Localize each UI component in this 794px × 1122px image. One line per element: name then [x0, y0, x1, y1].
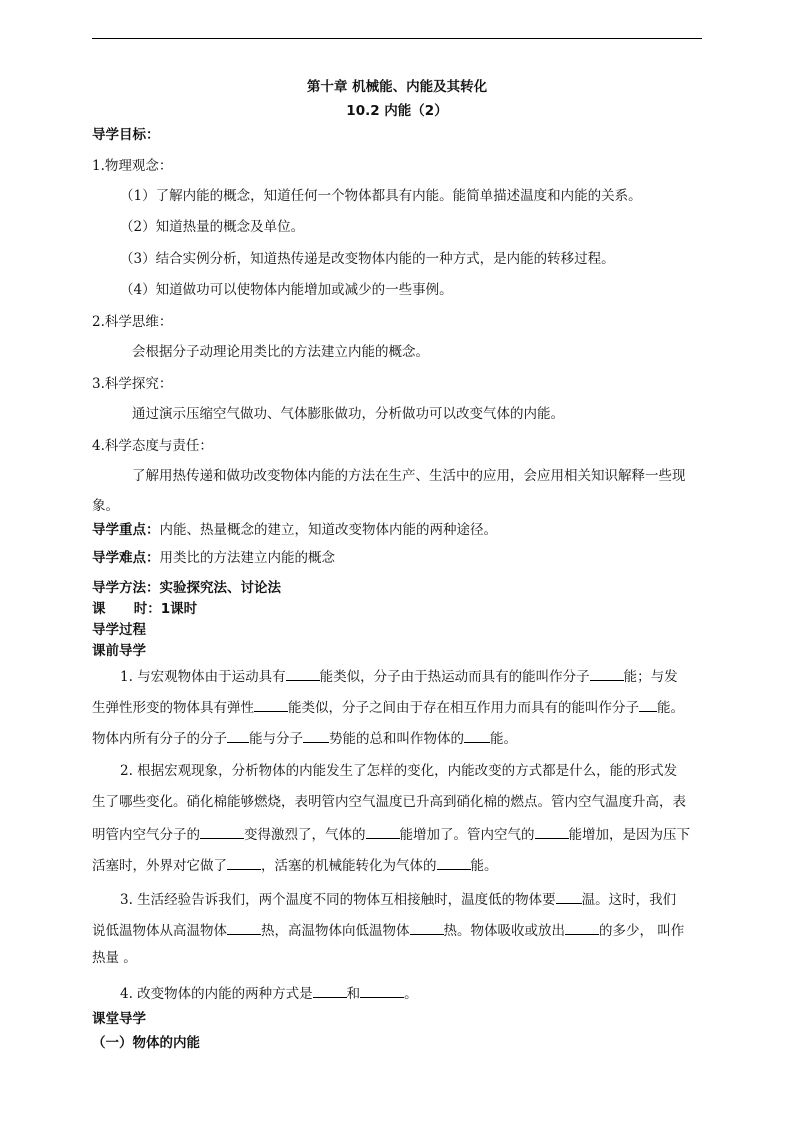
- objective-4-text-line2: 象。: [92, 498, 119, 514]
- answer-blank[interactable]: [227, 920, 261, 935]
- q3-text: 热。物体吸收或放出: [443, 923, 565, 939]
- answer-blank[interactable]: [535, 824, 569, 839]
- objective-3-text: 通过演示压缩空气做功、气体膨胀做功，分析做功可以改变气体的内能。: [132, 406, 564, 422]
- q3-text: 3. 生活经验告诉我们，两个温度不同的物体互相接触时，温度低的物体要: [120, 892, 556, 908]
- objective-1-sub-2: （2）知道热量的概念及单位。: [120, 219, 305, 235]
- q1-text: 1. 与宏观物体由于运动具有: [120, 669, 286, 685]
- q1-text: 能；与发: [623, 669, 678, 685]
- method: [92, 579, 281, 597]
- period-text: 1课时: [160, 601, 198, 617]
- objective-1-heading: 1.物理观念：: [92, 158, 173, 174]
- q2-text: 明管内空气分子的: [92, 827, 200, 843]
- q2-text: 变得激烈了，气体的: [244, 827, 366, 843]
- answer-blank[interactable]: [437, 855, 471, 870]
- q1-text: 物体内所有分子的分子: [92, 731, 227, 747]
- q3-text: 说低温物体从高温物体: [92, 923, 227, 939]
- period-label: 课 时：: [92, 601, 161, 617]
- q4-text: 。: [404, 986, 418, 1002]
- q2-line1: 2. 根据宏观现象，分析物体的内能发生了怎样的变化，内能改变的方式都是什么，能的形式发: [120, 763, 678, 779]
- answer-blank[interactable]: [200, 824, 244, 839]
- difficulty: [92, 549, 335, 567]
- objective-1-sub-3: （3）结合实例分析，知道热传递是改变物体内能的一种方式，是内能的转移过程。: [120, 251, 615, 267]
- difficulty-label: 导学难点：: [92, 550, 160, 566]
- answer-blank[interactable]: [303, 728, 329, 743]
- pre-class-heading: 课前导学: [92, 643, 146, 659]
- q3-text: 温。这时，我们: [581, 892, 677, 908]
- q2-text: ，活塞的机械能转化为气体的: [261, 858, 437, 874]
- q3-line3: 热量 。: [92, 950, 137, 966]
- answer-blank[interactable]: [227, 728, 249, 743]
- objective-1-sub-4: （4）知道做功可以使物体内能增加或减少的一些事例。: [120, 282, 453, 298]
- answer-blank[interactable]: [286, 666, 320, 681]
- method-label: 导学方法：: [92, 580, 160, 596]
- key-points: [92, 521, 497, 539]
- q2-line2: 生了哪些变化。硝化棉能够燃烧，表明管内空气温度已升高到硝化棉的燃点。管内空气温度升高，表: [92, 794, 686, 810]
- objective-4-heading: 4.科学态度与责任：: [92, 438, 213, 454]
- objective-1-sub-1: （1）了解内能的概念，知道任何一个物体都具有内能。能简单描述温度和内能的关系。: [120, 188, 642, 204]
- q1-text: 能类似，分子由于热运动而具有的能叫作分子: [319, 669, 590, 685]
- header-rule: [92, 38, 702, 39]
- q1-text: 能。: [657, 700, 684, 716]
- q3-line1: [120, 889, 676, 909]
- answer-blank[interactable]: [410, 920, 444, 935]
- q3-line2: [92, 920, 684, 940]
- q1-text: 能。: [490, 731, 517, 747]
- section-title: 10.2 内能（2）: [346, 103, 448, 119]
- subsection-heading: （一）物体的内能: [92, 1035, 200, 1051]
- period: [92, 600, 197, 618]
- objective-2-heading: 2.科学思维：: [92, 314, 173, 330]
- objective-2-text: 会根据分子动理论用类比的方法建立内能的概念。: [132, 344, 429, 360]
- q1-line3: [92, 728, 517, 748]
- answer-blank[interactable]: [313, 983, 347, 998]
- answer-blank[interactable]: [254, 697, 288, 712]
- answer-blank[interactable]: [464, 728, 490, 743]
- difficulty-text: 用类比的方法建立内能的概念: [159, 550, 335, 566]
- answer-blank[interactable]: [565, 920, 599, 935]
- answer-blank[interactable]: [556, 889, 582, 904]
- q1-text: 能与分子: [249, 731, 303, 747]
- q2-text: 能增加，是因为压下: [568, 827, 690, 843]
- chapter-title: 第十章 机械能、内能及其转化: [306, 79, 488, 95]
- process-heading: 导学过程: [92, 622, 146, 638]
- q4-line: [120, 983, 418, 1003]
- q4-text: 和: [346, 986, 361, 1002]
- q2-text: 能。: [470, 858, 498, 874]
- objective-3-heading: 3.科学探究：: [92, 376, 173, 392]
- q2-line4: [92, 855, 498, 875]
- objective-4-text-line1: 了解用热传递和做功改变物体内能的方法在生产、生活中的应用，会应用相关知识解释一些现: [132, 468, 686, 484]
- in-class-heading: 课堂导学: [92, 1011, 146, 1027]
- q3-text: 的多少， 叫作: [599, 923, 685, 939]
- answer-blank[interactable]: [639, 697, 657, 712]
- key-points-text: 内能、热量概念的建立，知道改变物体内能的两种途径。: [159, 522, 497, 538]
- q2-text: 活塞时，外界对它做了: [92, 858, 227, 874]
- q4-text: 4. 改变物体的内能的两种方式是: [120, 986, 313, 1002]
- key-points-label: 导学重点：: [92, 522, 160, 538]
- q1-line2: [92, 697, 684, 717]
- answer-blank[interactable]: [227, 855, 261, 870]
- objectives-heading: 导学目标：: [92, 127, 160, 143]
- answer-blank[interactable]: [590, 666, 624, 681]
- q1-line1: [120, 666, 678, 686]
- q2-line3: [92, 824, 690, 844]
- q1-text: 势能的总和叫作物体的: [329, 731, 464, 747]
- q3-text: 热，高温物体向低温物体: [261, 923, 410, 939]
- method-text: 实验探究法、讨论法: [159, 580, 281, 596]
- q1-text: 生弹性形变的物体具有弹性: [92, 700, 254, 716]
- answer-blank[interactable]: [366, 824, 400, 839]
- answer-blank[interactable]: [360, 983, 404, 998]
- q1-text: 能类似，分子之间由于存在相互作用力而具有的能叫作分子: [288, 700, 639, 716]
- q2-text: 能增加了。管内空气的: [399, 827, 535, 843]
